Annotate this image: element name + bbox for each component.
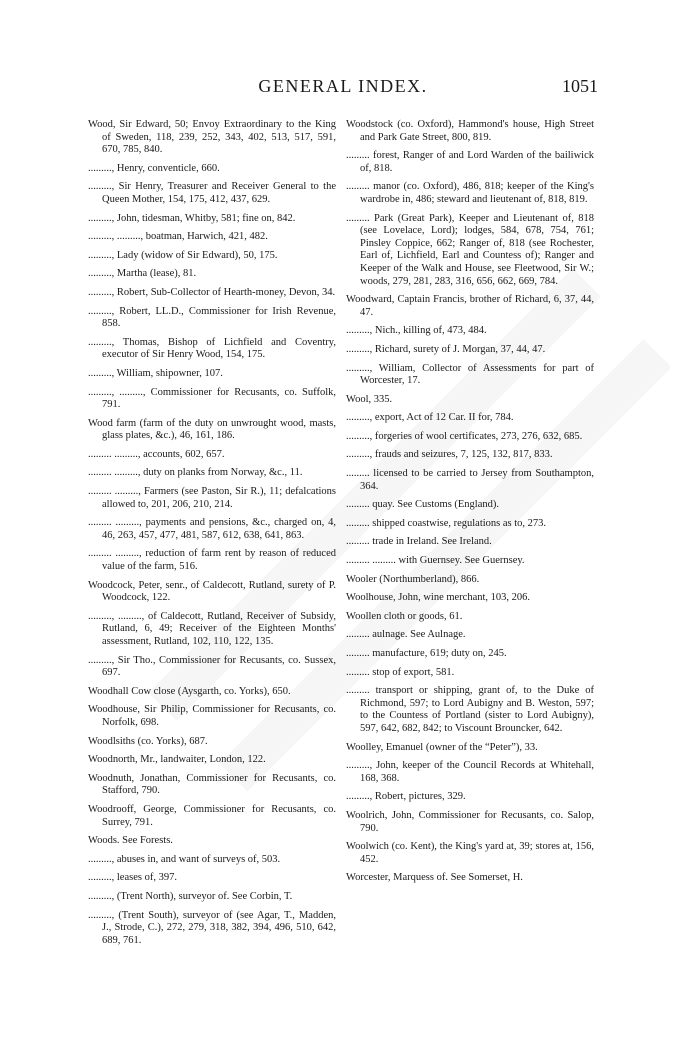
- index-entry: Woodhouse, Sir Philip, Commissioner for Recusants, co. Norfolk, 698.: [88, 704, 336, 728]
- index-entry: ........., Lady (widow of Sir Edward), 50, 175.: [88, 249, 278, 261]
- index-entry: ........., Martha (lease), 81.: [88, 268, 197, 280]
- index-entry: Woodnuth, Jonathan, Commissioner for Recusants, co. Stafford, 790.: [88, 772, 336, 797]
- index-entry: Woolwich (co. Kent), the King's yard at, 39; stores at, 156, 452.: [346, 841, 594, 865]
- index-entry: ........., John, tidesman, Whitby, 581; fine on, 842.: [88, 212, 296, 224]
- index-entry: ......... trade in Ireland. See Ireland.: [346, 536, 492, 548]
- index-entry: ........., (Trent South), surveyor of (see Agar, T., Madden, J., Strode, C.), 272, 279, 318, 382, 394, 496, 510, 642, 689, 761.: [88, 909, 336, 946]
- index-entry: Woodhall Cow close (Aysgarth, co. Yorks), 650.: [88, 685, 291, 697]
- index-entry: Wooler (Northumberland), 866.: [346, 573, 480, 585]
- index-entry: ........., abuses in, and want of surveys of, 503.: [88, 853, 281, 865]
- index-entry: ........., ........., Commissioner for Recusants, co. Suffolk, 791.: [88, 386, 336, 411]
- index-entry: ........., Sir Tho., Commissioner for Recusants, co. Sussex, 697.: [88, 654, 336, 679]
- index-entry: ......... ........., accounts, 602, 657.: [88, 448, 225, 460]
- page-number: 1051: [562, 76, 598, 96]
- index-entry: ......... licensed to be carried to Jersey from Southampton, 364.: [346, 468, 594, 492]
- index-entry: ........., Robert, Sub-Collector of Hearth-money, Devon, 34.: [88, 286, 336, 298]
- index-entry: ......... stop of export, 581.: [346, 666, 455, 678]
- index-entry: ......... aulnage. See Aulnage.: [346, 629, 466, 641]
- index-column-left: [88, 119, 336, 953]
- index-entry: Woolley, Emanuel (owner of the “Peter”), 33.: [346, 741, 538, 753]
- index-entry: ........., export, Act of 12 Car. II for, 784.: [346, 412, 514, 424]
- index-entry: Wood, Sir Edward, 50; Envoy Extraordinary to the King of Sweden, 118, 239, 252, 343, 402, 513, 517, 591, 670, 785, 840.: [88, 119, 336, 156]
- index-entry: ........., ........., boatman, Harwich, 421, 482.: [88, 231, 268, 243]
- index-entry: ........., Richard, surety of J. Morgan, 37, 44, 47.: [346, 343, 546, 355]
- index-entry: Woollen cloth or goods, 61.: [346, 610, 463, 622]
- index-entry: ........., Robert, LL.D., Commissioner for Irish Revenue, 858.: [88, 305, 336, 330]
- index-entry: ......... ........., Farmers (see Paston, Sir R.), 11; defalcations allowed to, 201, 206, 210, 214.: [88, 486, 336, 510]
- index-entry: ........., ........., of Caldecott, Rutland, Receiver of Subsidy, Rutland, 6, 49; Receiver of the Eighteen Months' assessment, Rutland, 102, 110, 122, 135.: [88, 610, 336, 647]
- index-entry: Woodlsiths (co. Yorks), 687.: [88, 735, 208, 747]
- index-column-right: [346, 119, 594, 891]
- index-entry: Wool, 335.: [346, 393, 393, 405]
- index-entry: ........., Robert, pictures, 329.: [346, 791, 466, 803]
- index-entry: ........., frauds and seizures, 7, 125, 132, 817, 833.: [346, 449, 553, 461]
- index-entry: ........., Thomas, Bishop of Lichfield and Coventry, executor of Sir Henry Wood, 154, 175.: [88, 336, 336, 361]
- index-entry: ........., Nich., killing of, 473, 484.: [346, 325, 487, 337]
- index-entry: ......... Park (Great Park), Keeper and Lieutenant of, 818 (see Lovelace, Lord); lodges, 584, 678, 754, 761; Pinsley Coppice, 662; Ranger of, 818 (see Rochester, Earl of, Lichfield, Earl and Countess of); Ranger and Keeper of the Walk and House, see Fleetwood, Sir W.; woods, 279, 281, 283, 316, 656, 662, 669, 784.: [346, 212, 594, 287]
- index-entry: Woolhouse, John, wine merchant, 103, 206.: [346, 592, 531, 604]
- index-entry: ......... transport or shipping, grant of, to the Duke of Richmond, 597; to Lord Aubigny and B. Weston, 597; to the Countess of Portland (sister to Lord Aubigny), 597, 642, 682, 842; to Viscount Brouncker, 642.: [346, 685, 594, 734]
- index-entry: ......... forest, Ranger of and Lord Warden of the bailiwick of, 818.: [346, 150, 594, 174]
- index-entry: ......... shipped coastwise, regulations as to, 273.: [346, 517, 547, 529]
- index-entry: ......... manor (co. Oxford), 486, 818; keeper of the King's wardrobe in, 486; steward and lieutenant of, 818, 819.: [346, 181, 594, 205]
- index-entry: ......... ........., payments and pensions, &c., charged on, 4, 46, 263, 457, 477, 481, 587, 612, 638, 641, 863.: [88, 517, 336, 541]
- page-title: GENERAL INDEX.: [258, 76, 428, 96]
- index-entry: Woolrich, John, Commissioner for Recusants, co. Salop, 790.: [346, 809, 594, 834]
- index-entry: ........., John, keeper of the Council Records at Whitehall, 168, 368.: [346, 760, 594, 784]
- index-entry: Woodstock (co. Oxford), Hammond's house, High Street and Park Gate Street, 800, 819.: [346, 119, 594, 143]
- index-entry: ........., leases of, 397.: [88, 872, 177, 884]
- index-entry: ........., William, Collector of Assessments for part of Worcester, 17.: [346, 362, 594, 387]
- index-entry: ......... ........., duty on planks from Norway, &c., 11.: [88, 467, 303, 479]
- index-entry: Woodward, Captain Francis, brother of Richard, 6, 37, 44, 47.: [346, 294, 594, 318]
- index-entry: ........., (Trent North), surveyor of. See Corbin, T.: [88, 890, 293, 902]
- index-entry: ........., William, shipowner, 107.: [88, 367, 223, 379]
- index-entry: ........., Sir Henry, Treasurer and Receiver General to the Queen Mother, 154, 175, 412, 437, 629.: [88, 181, 336, 205]
- index-entry: Wood farm (farm of the duty on unwrought wood, masts, glass plates, &c.), 46, 161, 186.: [88, 417, 336, 442]
- index-entry: ........., Henry, conventicle, 660.: [88, 162, 220, 174]
- index-entry: Woodcock, Peter, senr., of Caldecott, Rutland, surety of P. Woodcock, 122.: [88, 579, 336, 604]
- page-header: [88, 76, 598, 100]
- index-entry: Woodnorth, Mr., landwaiter, London, 122.: [88, 754, 266, 766]
- index-entry: Woods. See Forests.: [88, 835, 173, 847]
- index-entry: ......... ........., reduction of farm rent by reason of reduced value of the farm, 516.: [88, 548, 336, 573]
- index-entry: ......... quay. See Customs (England).: [346, 499, 500, 511]
- index-entry: Woodrooff, George, Commissioner for Recusants, co. Surrey, 791.: [88, 803, 336, 828]
- index-entry: ......... ......... with Guernsey. See Guernsey.: [346, 555, 525, 567]
- index-entry: Worcester, Marquess of. See Somerset, H.: [346, 872, 523, 884]
- index-entry: ......... manufacture, 619; duty on, 245.: [346, 648, 507, 659]
- index-entry: ........., forgeries of wool certificates, 273, 276, 632, 685.: [346, 430, 583, 442]
